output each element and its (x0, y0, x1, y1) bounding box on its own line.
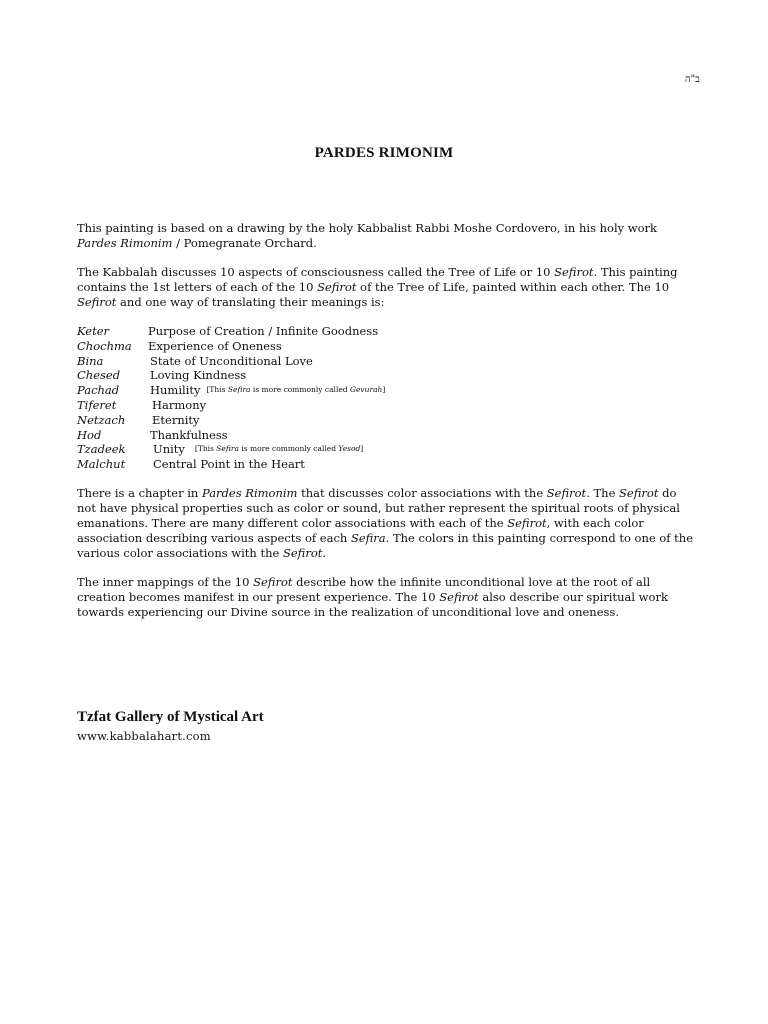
sefira-name: Tiferet (77, 397, 117, 412)
note-term: Sefira (216, 444, 239, 454)
gallery-name: Tzfat Gallery of Mystical Art (77, 709, 264, 725)
list-item (77, 398, 697, 413)
list-item (77, 383, 697, 398)
text-run: of the Tree of Life, painted within each other. The 10 (356, 280, 670, 294)
text-run: and one way of translating their meanings is: (116, 295, 385, 309)
list-item (77, 442, 697, 457)
sefirot-term: Sefirot (77, 295, 117, 309)
text-run: . The (586, 486, 620, 500)
sefirot-term: Sefirot (619, 486, 659, 500)
sefira-name: Malchut (77, 457, 126, 472)
note-text: ] (360, 444, 364, 454)
text-run: also describe our spiritual work towards experiencing our Divine source in the realization of unconditional love and oneness. (77, 590, 668, 619)
sefirot-term: Sefirot (554, 265, 594, 279)
sefirot-term: Sefirot (317, 280, 357, 294)
list-item (77, 339, 697, 354)
website-url: www.kabbalahart.com (77, 729, 211, 743)
text-run: that discusses color associations with the (297, 486, 547, 500)
work-title: Pardes Rimonim (201, 486, 298, 500)
sefirot-intro-paragraph (77, 265, 697, 310)
sefira-meaning: Purpose of Creation / Infinite Goodness (148, 324, 379, 338)
note-term: Yesod (338, 444, 361, 454)
text-run: , with each color association describing various aspects of each (77, 516, 644, 545)
note-text: [This (206, 385, 228, 395)
note-text: is more commonly called (250, 385, 350, 395)
sefira-meaning: Experience of Oneness (148, 338, 282, 353)
sefira-name: Hod (77, 427, 102, 442)
text-run: This painting is based on a drawing by the holy Kabbalist Rabbi Moshe Cordovero, in his holy work (77, 221, 658, 235)
list-item (77, 428, 697, 443)
sefira-name: Chochma (77, 338, 132, 353)
sefira-name: Pachad (77, 383, 120, 398)
hebrew-header-mark: ב"ה (684, 74, 700, 85)
text-run: The Kabbalah discusses 10 aspects of consciousness called the Tree of Life or 10 (77, 265, 555, 279)
sefirot-term: Sefirot (253, 575, 293, 589)
inner-mappings-paragraph (77, 575, 697, 620)
text-run: There is a chapter in (77, 486, 202, 500)
sefirot-term: Sefirot (507, 516, 547, 530)
note-text: [This (194, 444, 217, 454)
text-run: . This painting contains the 1st letters of each of the 10 (77, 265, 678, 294)
sefirot-term: Sefirot (439, 590, 479, 604)
note-term: Gevurah (349, 385, 383, 395)
text-run: The inner mappings of the 10 (77, 575, 254, 589)
sefira-meaning: Eternity (152, 412, 200, 427)
sefira-meaning: Unity (153, 442, 185, 457)
text-run: do not have physical properties such as color or sound, but rather represent the spiritual roots of physical emanations. There are many different color associations with each of the (77, 486, 680, 530)
sefira-meaning: State of Unconditional Love (150, 353, 313, 368)
sefira-name: Bina (77, 353, 104, 368)
sefira-term: Sefira. (350, 531, 390, 545)
sefira-meaning: Humility (150, 383, 201, 398)
intro-paragraph (77, 221, 697, 251)
page-title: PARDES RIMONIM (314, 145, 454, 161)
sefira-name: Tzadeek (77, 442, 126, 457)
sefira-meaning: Harmony (152, 397, 207, 412)
sefira-name: Keter (77, 324, 110, 338)
text-run: / Pomegranate Orchard. (172, 236, 317, 250)
text-run: The colors in this painting correspond to one of the various color associations with the (77, 531, 694, 560)
work-title: Pardes Rimonim (77, 236, 173, 250)
list-item (77, 413, 697, 428)
text-run: describe how the infinite unconditional love at the root of all creation becomes manifest in our present experience. The 10 (77, 575, 651, 604)
sefirot-term: Sefirot (546, 486, 587, 500)
note-term: Sefira (227, 385, 251, 395)
sefira-meaning: Central Point in the Heart (153, 457, 305, 472)
list-item (77, 354, 697, 369)
note-text: is more commonly called (238, 444, 339, 454)
sefirot-list (77, 324, 697, 472)
list-item (77, 368, 697, 383)
sefirot-term: Sefirot (282, 546, 323, 560)
list-item (77, 457, 697, 472)
list-item (77, 324, 697, 339)
text-run: . (322, 546, 327, 560)
sefira-meaning: Loving Kindness (150, 368, 247, 383)
color-associations-paragraph (77, 486, 697, 561)
sefira-meaning: Thankfulness (150, 427, 228, 442)
note-text: ] (382, 385, 386, 395)
sefira-name: Chesed (77, 368, 121, 383)
sefira-note (207, 383, 386, 398)
sefira-note (195, 442, 363, 457)
sefira-name: Netzach (77, 412, 126, 427)
